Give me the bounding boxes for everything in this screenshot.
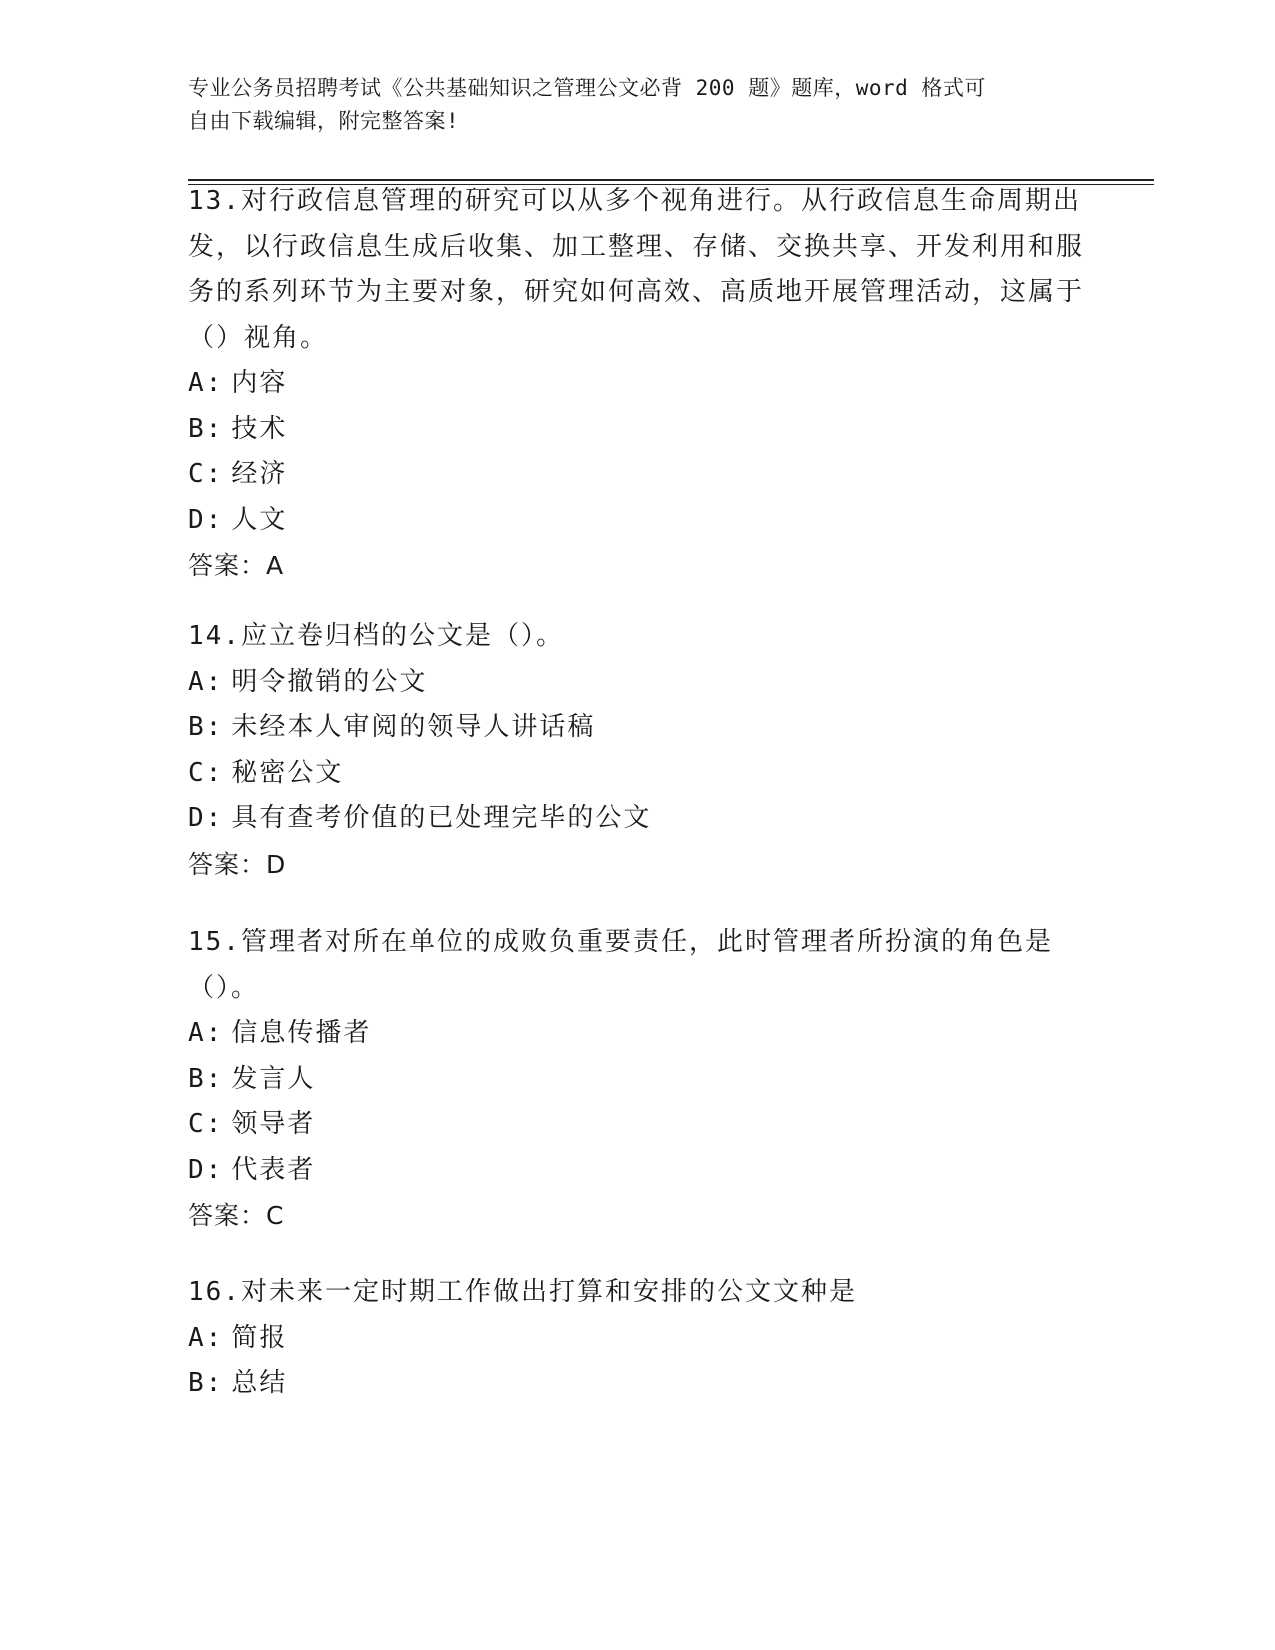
header-line-1: 专业公务员招聘考试《公共基础知识之管理公文必背 200 题》题库，word 格式可 <box>188 76 986 100</box>
answer-line: 答案：C <box>188 1201 285 1230</box>
option-b: B: 技术 <box>188 413 288 444</box>
option-a: A: 内容 <box>188 368 288 398</box>
question-stem: 16.对未来一定时期工作做出打算和安排的公文文种是 <box>188 1277 857 1307</box>
option-a: A: 明令撤销的公文 <box>188 666 428 697</box>
document-header <box>188 72 1088 138</box>
option-d: D: 具有查考价值的已处理完毕的公文 <box>188 803 652 833</box>
option-list <box>188 361 1088 543</box>
answer-line: 答案：D <box>188 849 287 879</box>
option-b: B: 未经本人审阅的领导人讲话稿 <box>188 712 596 742</box>
question-stem: 14.应立卷归档的公文是（）。 <box>188 621 564 651</box>
header-line-2: 自由下载编辑，附完整答案! <box>188 109 460 133</box>
option-c: C: 领导者 <box>188 1109 316 1139</box>
option-list <box>188 1316 1088 1407</box>
answer-line: 答案：A <box>188 551 285 580</box>
option-b: B: 发言人 <box>188 1063 316 1094</box>
option-c: C: 经济 <box>188 459 288 489</box>
option-list <box>188 1011 1088 1193</box>
question-14 <box>188 614 1088 888</box>
option-a: A: 信息传播者 <box>188 1018 372 1048</box>
option-a: A: 简报 <box>188 1322 288 1353</box>
question-13 <box>188 179 1088 589</box>
question-15 <box>188 920 1088 1239</box>
question-stem: 15.管理者对所在单位的成败负重要责任，此时管理者所扮演的角色是（）。 <box>188 927 1053 1003</box>
option-d: D: 人文 <box>188 504 288 535</box>
option-list <box>188 660 1088 842</box>
question-16 <box>188 1270 1088 1407</box>
option-c: C: 秘密公文 <box>188 757 344 788</box>
option-b: B: 总结 <box>188 1368 288 1398</box>
option-d: D: 代表者 <box>188 1154 316 1185</box>
question-stem: 13.对行政信息管理的研究可以从多个视角进行。从行政信息生命周期出发，以行政信息生成后收集、加工整理、存储、交换共享、开发利用和服务的系列环节为主要对象，研究如何高效、高质地开展管理活动，这属于（）视角。 <box>188 186 1085 353</box>
